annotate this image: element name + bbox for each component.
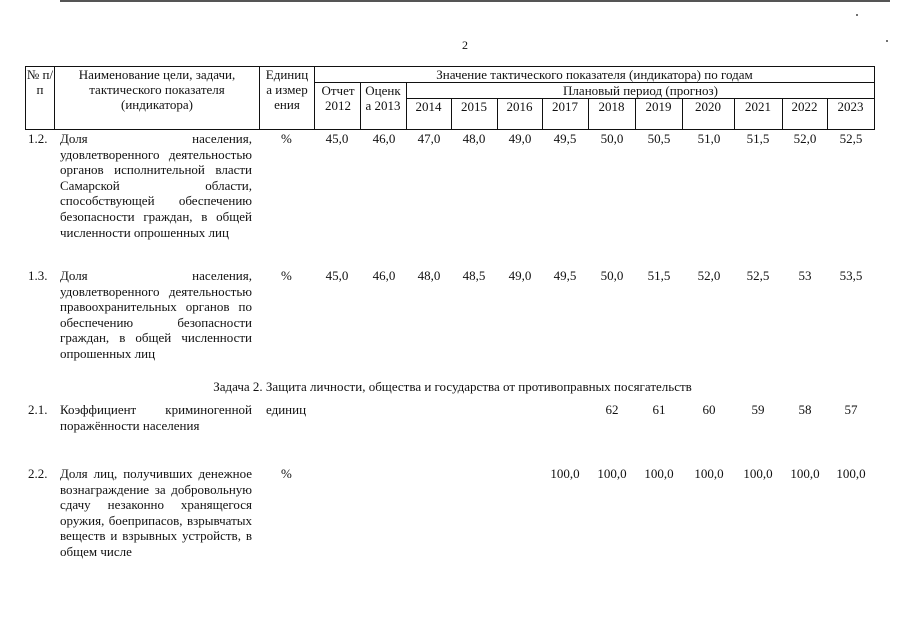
row-description: Доля населения, удовлетворенного деятельностью правоохранительных органов по обеспечению безопасности граждан, в общей численности опрошенных лиц [60, 268, 252, 361]
scan-speck [886, 40, 888, 42]
grid-line [874, 66, 875, 129]
row-unit: % [281, 131, 292, 146]
year-value: 50,5 [647, 131, 671, 146]
page-number: 2 [462, 38, 468, 52]
year-value: 48,5 [462, 268, 486, 283]
year-value: 50,0 [600, 131, 624, 146]
year-value: 51,5 [746, 131, 770, 146]
year-value: 52,0 [793, 131, 817, 146]
row-unit: % [281, 466, 292, 481]
year-value: 60 [702, 402, 716, 417]
year-label: 2019 [645, 99, 672, 114]
year-value: 49,5 [553, 268, 577, 283]
grid-line [25, 129, 875, 130]
row-number: 2.2. [28, 466, 48, 481]
row-number: 1.2. [28, 131, 48, 146]
year-value: 51,5 [647, 268, 671, 283]
year-label: 2016 [506, 99, 533, 114]
header-name: Наименование цели, задачи, тактического показателя (индикатора) [78, 67, 236, 112]
year-value: 48,0 [417, 268, 441, 283]
year-label: 2020 [695, 99, 721, 114]
year-value: 49,0 [508, 268, 532, 283]
year-value: 53 [798, 268, 812, 283]
year-value: 61 [652, 402, 666, 417]
year-value: 59 [751, 402, 765, 417]
year-label: 2014 [415, 99, 442, 114]
grid-line [54, 66, 55, 129]
scan-speck [856, 14, 858, 16]
year-label: 2015 [461, 99, 487, 114]
row-number: 1.3. [28, 268, 48, 283]
row-number: 2.1. [28, 402, 48, 417]
year-value: 52,5 [839, 131, 863, 146]
year-value: 100,0 [550, 466, 580, 481]
year-label: 2021 [745, 99, 771, 114]
year-value: 48,0 [462, 131, 486, 146]
report-value: 45,0 [325, 268, 349, 283]
grid-line [360, 82, 361, 129]
header-unit: Единица измерения [265, 67, 309, 112]
year-value: 52,0 [697, 268, 721, 283]
header-report: Отчет 2012 [321, 83, 355, 113]
year-value: 62 [605, 402, 619, 417]
year-value: 50,0 [600, 268, 624, 283]
header-plan-period: Плановый период (прогноз) [563, 83, 718, 98]
year-value: 52,5 [746, 268, 770, 283]
header-number: № п/п [26, 67, 54, 97]
year-value: 49,0 [508, 131, 532, 146]
header-estimate: Оценка 2013 [365, 83, 401, 113]
year-value: 47,0 [417, 131, 441, 146]
year-value: 49,5 [553, 131, 577, 146]
top-rule [60, 0, 890, 2]
year-value: 57 [844, 402, 858, 417]
grid-line [259, 66, 260, 129]
year-label: 2018 [598, 99, 625, 114]
year-value: 53,5 [839, 268, 863, 283]
year-value: 100,0 [836, 466, 866, 481]
year-value: 58 [798, 402, 812, 417]
year-label: 2017 [552, 99, 578, 114]
task-heading: Задача 2. Защита личности, общества и государства от противоправных посягательств [213, 379, 692, 394]
row-unit: единиц [266, 402, 307, 417]
report-value: 45,0 [325, 131, 349, 146]
row-unit: % [281, 268, 292, 283]
row-description: Коэффициент криминогенной поражённости населения [60, 402, 252, 433]
year-label: 2023 [837, 99, 864, 114]
year-value: 100,0 [644, 466, 674, 481]
year-value: 100,0 [597, 466, 627, 481]
row-description: Доля лиц, получивших денежное вознаграждение за добровольную сдачу незаконно хранящегося оружия, боеприпасов, взрывчатых веществ и взрывных устройств, в общем числе [60, 466, 252, 559]
year-value: 51,0 [697, 131, 721, 146]
estimate-value: 46,0 [372, 268, 396, 283]
year-value: 100,0 [790, 466, 820, 481]
row-description: Доля населения, удовлетворенного деятельностью органов исполнительной власти Самарской области, способствующей обеспечению безопасности граждан, в общей численности опрошенных лиц [60, 131, 252, 240]
estimate-value: 46,0 [372, 131, 396, 146]
year-value: 100,0 [694, 466, 724, 481]
year-label: 2022 [791, 99, 818, 114]
year-value: 100,0 [743, 466, 773, 481]
header-values: Значение тактического показателя (индикатора) по годам [436, 67, 753, 82]
